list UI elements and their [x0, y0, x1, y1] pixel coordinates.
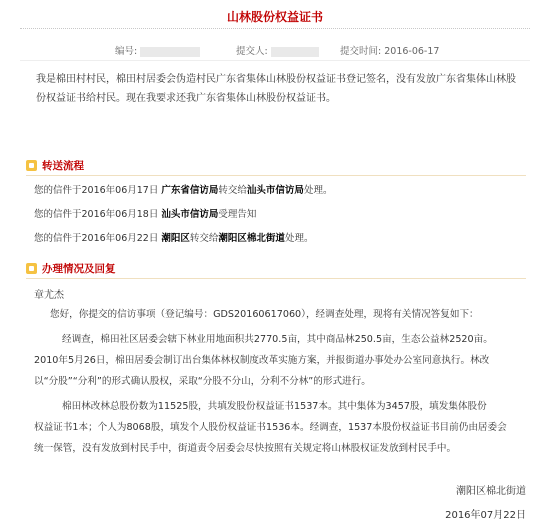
reply-line: 统一保管，没有发放到村民手中，街道责令居委会尽快按照有关规定将山林股权证发放到村民手中。 [34, 443, 457, 454]
flow-from: 汕头市信访局 [161, 209, 219, 220]
reply-section-title: 办理情况及回复 [42, 263, 116, 275]
flow-item [34, 206, 256, 220]
reply-line: 您好，你提交的信访事项（登记编号：GDS20160617060），经调查处理，现将有关情况答复如下： [50, 309, 479, 320]
reply-line: 2010年5月26日，棉田居委会制订出台集体林权制度改革实施方案，并报街道办事处办公室同意执行。林改 [34, 355, 490, 366]
submitter-label: 提交人: [236, 46, 268, 57]
submitter-field [236, 43, 319, 57]
number-field [115, 43, 200, 57]
meta-divider [20, 60, 530, 61]
number-label: 编号: [115, 46, 138, 57]
time-value: 2016-06-17 [384, 46, 440, 57]
time-field [340, 43, 439, 57]
flow-section-title: 转送流程 [42, 160, 84, 172]
flow-to: 潮阳区棉北街道 [218, 233, 285, 244]
flow-action: 转交给 [218, 185, 247, 196]
reply-line: 经调查，棉田社区居委会辖下林业用地面积共2770.5亩，其中商品林250.5亩，生态公益林2520亩。 [62, 334, 493, 345]
reply-section-header [26, 260, 526, 279]
section-icon [26, 160, 37, 171]
flow-item [34, 182, 332, 196]
flow-date: 您的信件于2016年06月17日 [34, 185, 159, 196]
number-redacted [140, 47, 200, 57]
time-label: 提交时间: [340, 46, 382, 57]
petition-text: 我是棉田村村民，棉田村居委会伪造村民广东省集体山林股份权益证书登记签名，没有发放广东省集体山林股份权益证书给村民。现在我要求还我广东省集体山林股份权益证书。 [36, 74, 516, 104]
flow-action: 受理告知 [218, 209, 257, 220]
flow-suffix: 处理。 [303, 185, 333, 196]
flow-to: 汕头市信访局 [246, 185, 304, 196]
reply-line: 以“分股”“分利”的形式确认股权，采取“分股不分山，分利不分林”的形式进行。 [34, 376, 371, 387]
title-divider [20, 28, 530, 29]
reply-line: 权益证书1本；个人为8068股，填发个人股份权益证书1536本。经调查，1537本股份权益证书目前仍由居委会 [34, 422, 507, 433]
flow-action: 转交给 [189, 233, 219, 244]
flow-from: 潮阳区 [161, 233, 190, 244]
page-title: 山林股份权益证书 [226, 10, 323, 24]
flow-date: 您的信件于2016年06月22日 [34, 233, 159, 244]
section-icon [26, 263, 37, 274]
flow-item [34, 230, 313, 244]
flow-section-header [26, 157, 526, 176]
flow-suffix: 处理。 [284, 233, 314, 244]
reply-line: 棉田林改林总股份数为11525股，共填发股份权益证书1537本。其中集体为3457股，填发集体股份 [62, 401, 487, 412]
recipient-name: 章尤杰 [34, 290, 64, 301]
flow-date: 您的信件于2016年06月18日 [34, 209, 159, 220]
submitter-redacted [271, 47, 319, 57]
flow-from: 广东省信访局 [161, 185, 219, 196]
signature: 潮阳区棉北街道 [456, 486, 526, 497]
reply-date: 2016年07月22日 [445, 510, 526, 521]
